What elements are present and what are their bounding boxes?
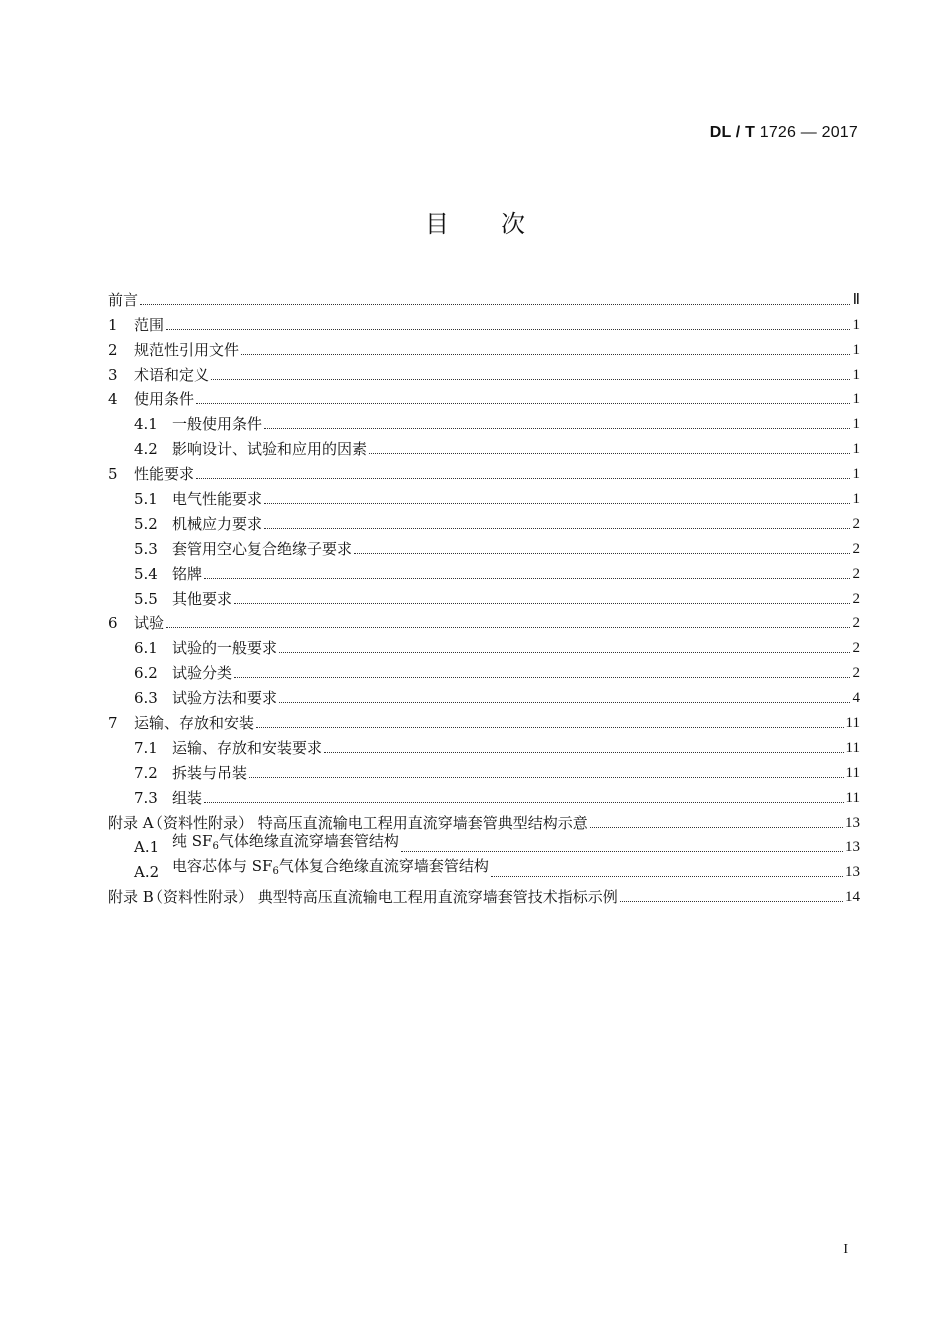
toc-entry[interactable] xyxy=(108,757,860,782)
toc-entry-label xyxy=(172,857,489,881)
toc-dot-leader xyxy=(256,727,844,728)
toc-entry-page: 1 xyxy=(852,466,860,483)
toc-entry-label: （资料性附录） 典型特高压直流输电工程用直流穿墙套管技术指标示例 xyxy=(148,888,618,907)
toc-entry-label: 性能要求 xyxy=(134,465,195,484)
standard-code-prefix: DL / T xyxy=(709,124,756,141)
toc-entry[interactable] xyxy=(108,359,860,384)
toc-dot-leader xyxy=(279,702,850,703)
toc-entry[interactable] xyxy=(108,682,860,707)
toc-entry-label: 机械应力要求 xyxy=(172,514,263,533)
toc-entry-page: 14 xyxy=(845,889,860,906)
toc-dot-leader xyxy=(211,379,850,380)
toc-entry-page: 1 xyxy=(852,416,860,433)
toc-entry-label: 组装 xyxy=(172,788,203,807)
toc-entry-page: 13 xyxy=(845,839,860,856)
toc-entry-page: 13 xyxy=(845,864,860,881)
toc-entry[interactable] xyxy=(108,657,860,682)
toc-entry-label: 术语和定义 xyxy=(134,365,210,384)
toc-entry-page: 1 xyxy=(852,491,860,508)
toc-entry-number: A.1 xyxy=(134,838,160,857)
toc-entry-label: 运输、存放和安装 xyxy=(134,714,255,733)
standard-code xyxy=(710,124,858,142)
toc-dot-leader xyxy=(166,627,850,628)
toc-entry-number: 5.4 xyxy=(134,564,158,583)
toc-dot-leader xyxy=(491,876,843,877)
toc-dot-leader xyxy=(590,827,843,828)
toc-entry-page: 1 xyxy=(852,366,860,383)
toc-entry-number: 5.5 xyxy=(134,589,158,608)
toc-entry[interactable] xyxy=(108,433,860,458)
toc-entry-label-pre: 电容芯体与 SF xyxy=(172,857,273,876)
toc-entry[interactable] xyxy=(108,334,860,359)
toc-entry[interactable] xyxy=(108,732,860,757)
toc-entry-label-subscript: 6 xyxy=(212,841,219,853)
toc-entry-number: 4.2 xyxy=(134,440,158,459)
toc-entry[interactable] xyxy=(108,881,860,906)
toc-entry-number: 3 xyxy=(108,365,118,384)
toc-entry-page: 11 xyxy=(845,715,860,732)
toc-entry-page: Ⅱ xyxy=(852,291,860,308)
toc-dot-leader xyxy=(324,752,844,753)
toc-entry-label-post: 气体绝缘直流穿墙套管结构 xyxy=(218,832,399,851)
toc-entry-label-post: 气体复合绝缘直流穿墙套管结构 xyxy=(278,857,489,876)
toc-dot-leader xyxy=(196,478,850,479)
toc-dot-leader xyxy=(264,528,850,529)
table-of-contents xyxy=(108,284,860,906)
toc-dot-leader xyxy=(264,503,850,504)
toc-entry-page: 1 xyxy=(852,316,860,333)
toc-entry-page: 13 xyxy=(845,814,860,831)
toc-entry-number: 4 xyxy=(108,390,118,409)
toc-dot-leader xyxy=(140,304,850,305)
page-title: 目次 xyxy=(425,210,577,238)
toc-entry-number: 7.1 xyxy=(134,738,158,757)
toc-entry-number: 5 xyxy=(108,465,118,484)
toc-entry[interactable] xyxy=(108,583,860,608)
toc-entry[interactable] xyxy=(108,309,860,334)
toc-dot-leader xyxy=(249,777,844,778)
toc-dot-leader xyxy=(620,901,843,902)
toc-entry-number: 4.1 xyxy=(134,415,158,434)
toc-entry-page: 1 xyxy=(852,441,860,458)
toc-dot-leader xyxy=(234,603,850,604)
toc-entry-page: 2 xyxy=(852,540,860,557)
toc-entry-label-subscript: 6 xyxy=(272,866,279,878)
toc-entry[interactable] xyxy=(108,483,860,508)
toc-entry-page: 2 xyxy=(852,565,860,582)
toc-entry-label: 试验分类 xyxy=(172,664,233,683)
toc-entry[interactable] xyxy=(108,558,860,583)
toc-entry-page: 2 xyxy=(852,665,860,682)
toc-entry-number: 1 xyxy=(108,315,118,334)
toc-entry-number: 6 xyxy=(108,614,118,633)
footer-page-number: I xyxy=(843,1242,848,1257)
toc-entry[interactable] xyxy=(108,807,860,832)
toc-entry-page: 4 xyxy=(852,690,860,707)
toc-entry-label: 试验的一般要求 xyxy=(172,639,278,658)
toc-entry-label xyxy=(172,832,399,856)
toc-entry-label: 一般使用条件 xyxy=(172,415,263,434)
toc-dot-leader xyxy=(401,851,843,852)
toc-entry-page: 1 xyxy=(852,391,860,408)
toc-entry-number: 5.3 xyxy=(134,539,158,558)
toc-entry[interactable] xyxy=(108,408,860,433)
toc-entry-label: 试验方法和要求 xyxy=(172,689,278,708)
toc-dot-leader xyxy=(279,652,850,653)
toc-dot-leader xyxy=(369,453,850,454)
toc-entry-number: 7.3 xyxy=(134,788,158,807)
toc-entry[interactable] xyxy=(108,707,860,732)
toc-entry[interactable] xyxy=(108,608,860,633)
toc-entry-number: 附录 A xyxy=(108,813,154,832)
toc-entry[interactable] xyxy=(108,632,860,657)
toc-entry-label: （资料性附录） 特高压直流输电工程用直流穿墙套管典型结构示意 xyxy=(148,813,588,832)
toc-entry-number: 6.3 xyxy=(134,689,158,708)
toc-entry-label: 拆装与吊装 xyxy=(172,763,248,782)
toc-entry[interactable] xyxy=(108,508,860,533)
toc-entry-label: 铭牌 xyxy=(172,564,203,583)
toc-entry-page: 11 xyxy=(845,739,860,756)
toc-entry-label: 规范性引用文件 xyxy=(134,340,240,359)
toc-entry-page: 11 xyxy=(845,764,860,781)
toc-entry-page: 2 xyxy=(852,515,860,532)
toc-entry-label: 前言 xyxy=(108,290,139,309)
toc-entry-page: 2 xyxy=(852,640,860,657)
toc-entry[interactable] xyxy=(108,832,860,857)
toc-entry-label: 套管用空心复合绝缘子要求 xyxy=(172,539,353,558)
toc-entry[interactable] xyxy=(108,856,860,881)
toc-entry[interactable] xyxy=(108,782,860,807)
standard-code-number: 1726 — 2017 xyxy=(759,124,858,141)
toc-entry-label: 影响设计、试验和应用的因素 xyxy=(172,440,368,459)
toc-entry-label: 运输、存放和安装要求 xyxy=(172,738,323,757)
toc-entry-page: 1 xyxy=(852,341,860,358)
toc-entry-number: 5.2 xyxy=(134,514,158,533)
toc-entry-page: 11 xyxy=(845,789,860,806)
toc-entry-label: 其他要求 xyxy=(172,589,233,608)
toc-entry-label: 电气性能要求 xyxy=(172,490,263,509)
toc-entry-number: 7 xyxy=(108,714,118,733)
toc-dot-leader xyxy=(196,403,850,404)
toc-entry-label-pre: 纯 SF xyxy=(172,832,213,851)
toc-entry-page: 2 xyxy=(852,590,860,607)
toc-entry-page: 2 xyxy=(852,615,860,632)
toc-entry[interactable] xyxy=(108,284,860,309)
toc-dot-leader xyxy=(264,428,850,429)
toc-dot-leader xyxy=(204,802,844,803)
toc-entry-label: 使用条件 xyxy=(134,390,195,409)
toc-entry[interactable] xyxy=(108,458,860,483)
toc-dot-leader xyxy=(166,329,850,330)
toc-entry-number: A.2 xyxy=(134,863,160,882)
toc-dot-leader xyxy=(354,553,850,554)
toc-entry[interactable] xyxy=(108,384,860,409)
toc-entry-label: 试验 xyxy=(134,614,165,633)
toc-dot-leader xyxy=(204,578,850,579)
toc-entry-label: 范围 xyxy=(134,315,165,334)
toc-entry-number: 6.1 xyxy=(134,639,158,658)
toc-entry-number: 6.2 xyxy=(134,664,158,683)
toc-dot-leader xyxy=(234,677,850,678)
toc-entry-number: 5.1 xyxy=(134,490,158,509)
toc-dot-leader xyxy=(241,354,850,355)
toc-entry-number: 2 xyxy=(108,340,118,359)
toc-entry-number: 附录 B xyxy=(108,888,154,907)
toc-entry[interactable] xyxy=(108,533,860,558)
toc-entry-number: 7.2 xyxy=(134,763,158,782)
